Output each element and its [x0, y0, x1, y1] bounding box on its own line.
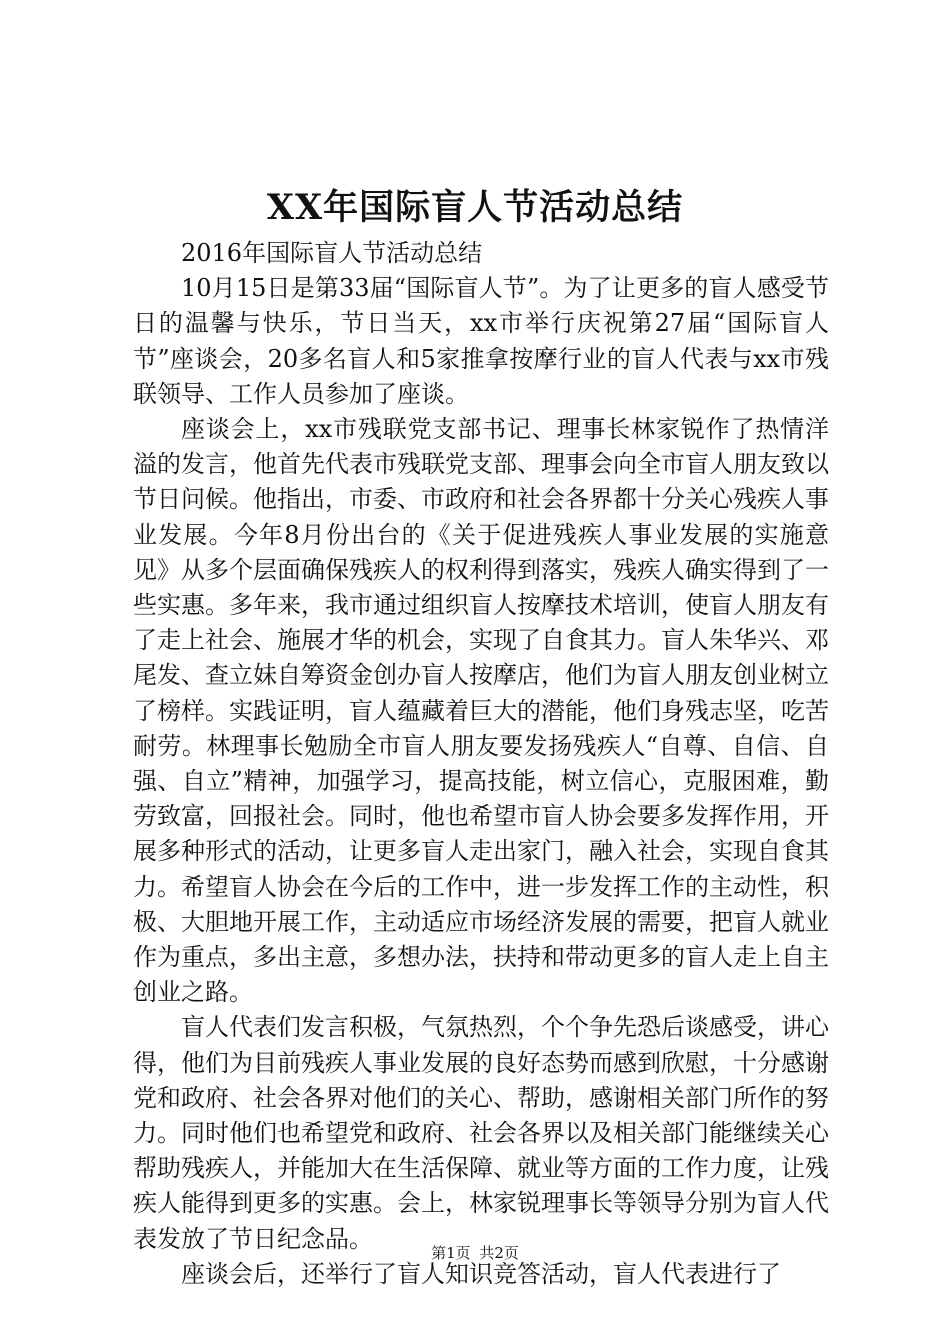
page-footer [0, 1243, 950, 1263]
paragraph: 盲人代表们发言积极，气氛热烈，个个争先恐后谈感受，讲心得，他们为目前残疾人事业发展的良好态势而感到欣慰，十分感谢党和政府、社会各界对他们的关心、帮助，感谢相关部门所作的努力。同时他们也希望党和政府、社会各界以及相关部门能继续关心帮助残疾人，并能加大在生活保障、就业等方面的工作力度，让残疾人能得到更多的实惠。会上，林家锐理事长等领导分别为盲人代表发放了节日纪念品。 [133, 1013, 829, 1253]
paragraph-subtitle: 2016年国际盲人节活动总结 [181, 239, 483, 267]
paragraph: 座谈会上，xx市残联党支部书记、理事长林家锐作了热情洋溢的发言，他首先代表市残联党支部、理事会向全市盲人朋友致以节日问候。他指出，市委、市政府和社会各界都十分关心残疾人事业发展。今年8月份出台的《关于促进残疾人事业发展的实施意见》从多个层面确保残疾人的权利得到落实，残疾人确实得到了一些实惠。多年来，我市通过组织盲人按摩技术培训，使盲人朋友有了走上社会、施展才华的机会，实现了自食其力。盲人朱华兴、邓尾发、查立妹自筹资金创办盲人按摩店，他们为盲人朋友创业树立了榜样。实践证明，盲人蕴藏着巨大的潜能，他们身残志坚，吃苦耐劳。林理事长勉励全市盲人朋友要发扬残疾人“自尊、自信、自强、自立”精神，加强学习，提高技能，树立信心，克服困难，勤劳致富，回报社会。同时，他也希望市盲人协会要多发挥作用，开展多种形式的活动，让更多盲人走出家门，融入社会，实现自食其力。希望盲人协会在今后的工作中，进一步发挥工作的主动性，积极、大胆地开展工作，主动适应市场经济发展的需要，把盲人就业作为重点，多出主意，多想办法，扶持和带动更多的盲人走上自主创业之路。 [133, 415, 829, 1007]
document-title: XX年国际盲人节活动总结 [266, 187, 684, 228]
page-number-current: 第1页 [431, 1244, 471, 1262]
document-body [133, 236, 829, 1292]
paragraph: 座谈会后，还举行了盲人知识竞答活动，盲人代表进行了 [181, 1259, 781, 1288]
page-number-total: 共2页 [479, 1244, 519, 1262]
paragraph: 10月15日是第33届“国际盲人节”。为了让更多的盲人感受节日的温馨与快乐，节日当天，xx市举行庆祝第27届“国际盲人节”座谈会，20多名盲人和5家推拿按摩行业的盲人代表与xx市残联领导、工作人员参加了座谈。 [133, 274, 829, 408]
